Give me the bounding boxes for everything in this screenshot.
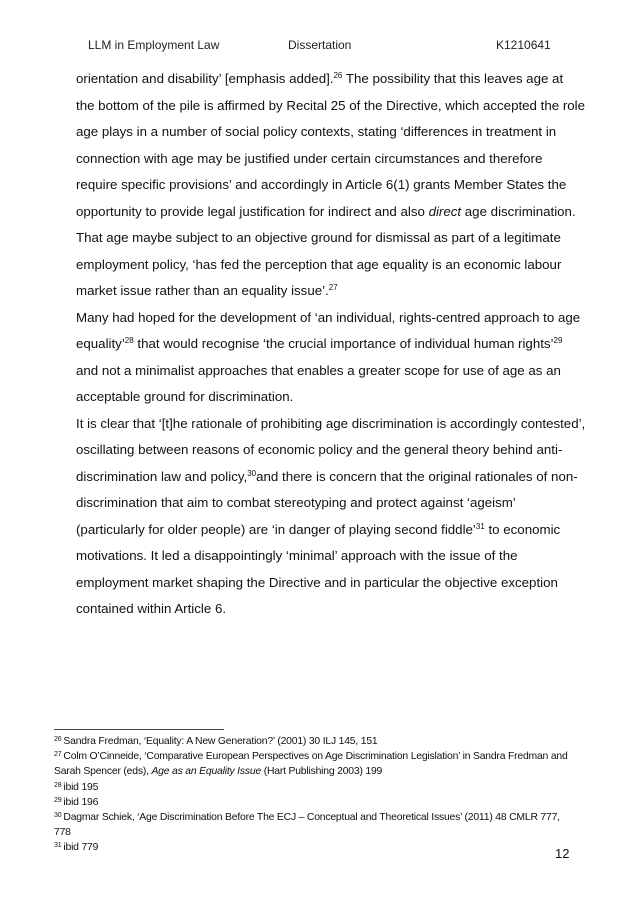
body-line: That age maybe subject to an objective ground for dismissal as part of a legitimate — [76, 230, 561, 245]
emphasis-text: direct — [428, 203, 462, 219]
body-line: and not a minimalist approaches that enables a greater scope for use of age as an — [76, 362, 561, 378]
body-line: employment market shaping the Directive and in particular the objective exception — [76, 574, 558, 590]
body-line: acceptable ground for discrimination. — [76, 389, 294, 404]
body-line: connection with age may be justified under certain circumstances and therefore — [76, 150, 543, 166]
footnote: $^{27}$ Colm O’Cinneide, ‘Comparative European Perspectives on Age Discrimination Legislation’ in Sandra Fredman and — [54, 751, 568, 763]
footnote-number: 28 — [54, 781, 62, 789]
header-course: LLM in Employment Law — [88, 38, 220, 52]
body-line: the bottom of the pile is affirmed by Recital 25 of the Directive, which accepted the role — [76, 97, 585, 113]
footnote-number: 31 — [54, 842, 62, 850]
footnote-continuation: 778 — [54, 827, 71, 839]
body-line: oscillating between reasons of economic policy and the general theory behind anti- — [76, 442, 563, 457]
footnote: $^{30}$ Dagmar Schiek, ‘Age Discrimination Before The ECJ – Conceptual and Theoretical Issues’ (2011) 48 CMLR 777, — [54, 812, 560, 824]
body-line: discrimination law and policy,$^{30}$and there is concern that the original rationales of non- — [76, 468, 578, 484]
footnote-ref[interactable]: 28 — [124, 336, 134, 345]
body-line: age plays in a number of social policy contexts, stating ‘differences in treatment in — [76, 124, 557, 139]
body-line: contained within Article 6. — [76, 601, 227, 616]
page-header — [0, 38, 638, 54]
footnotes — [54, 726, 584, 856]
body-line: employment policy, ‘has fed the perception that age equality is an economic labour — [76, 256, 562, 272]
body-line: equality’$^{28}$ that would recognise ‘the crucial importance of individual human rights’$^{29}$ — [76, 336, 563, 351]
footnote-ref[interactable]: 26 — [333, 71, 343, 80]
body-line: orientation and disability’ [emphasis added].$^{26}$ The possibility that this leaves age at — [76, 71, 564, 86]
body-line: motivations. It led a disappointingly ‘minimal’ approach with the issue of the — [76, 548, 518, 563]
body-line: market issue rather than an equality issue’.$^{27}$ — [76, 283, 338, 298]
header-document-type: Dissertation — [288, 38, 352, 52]
footnote-continuation: Sarah Spencer (eds), Age as an Equality Issue (Hart Publishing 2003) 199 — [54, 766, 383, 778]
header-student-id: K1210641 — [496, 38, 551, 52]
body-line: Many had hoped for the development of ‘an individual, rights-centred approach to age — [76, 309, 581, 325]
footnote-ref[interactable]: 31 — [475, 521, 485, 531]
footnote-ref[interactable]: 29 — [553, 336, 563, 345]
body-line: (particularly for older people) are ‘in danger of playing second fiddle’$^{31}$ to economic — [76, 521, 561, 537]
footnote: $^{29}$ ibid 196 — [54, 796, 99, 808]
body-line: It is clear that ‘[t]he rationale of prohibiting age discrimination is accordingly contested’, — [76, 415, 586, 431]
footnote: $^{31}$ ibid 779 — [54, 842, 99, 854]
body-line: require specific provisions’ and accordingly in Article 6(1) grants Member States the — [76, 177, 567, 192]
footnote-ref[interactable]: 30 — [247, 468, 257, 478]
footnote: $^{28}$ ibid 195 — [54, 781, 99, 793]
body-line: discrimination that aim to combat stereotyping and protect against ‘ageism’ — [76, 495, 516, 510]
footnote-number: 26 — [54, 736, 62, 743]
book-title: Age as an Equality Issue — [151, 766, 262, 778]
page-number: 12 — [555, 846, 570, 861]
body-line: opportunity to provide legal justification for indirect and also direct age discrimination. — [76, 203, 576, 219]
footnote-number: 27 — [54, 751, 62, 759]
footnote: $^{26}$ Sandra Fredman, ‘Equality: A New Generation?’ (2001) 30 ILJ 145, 151 — [54, 736, 378, 747]
footnote-number: 29 — [54, 796, 62, 804]
footnote-number: 30 — [54, 812, 62, 820]
footnote-ref[interactable]: 27 — [328, 283, 338, 292]
body-text — [76, 66, 586, 623]
